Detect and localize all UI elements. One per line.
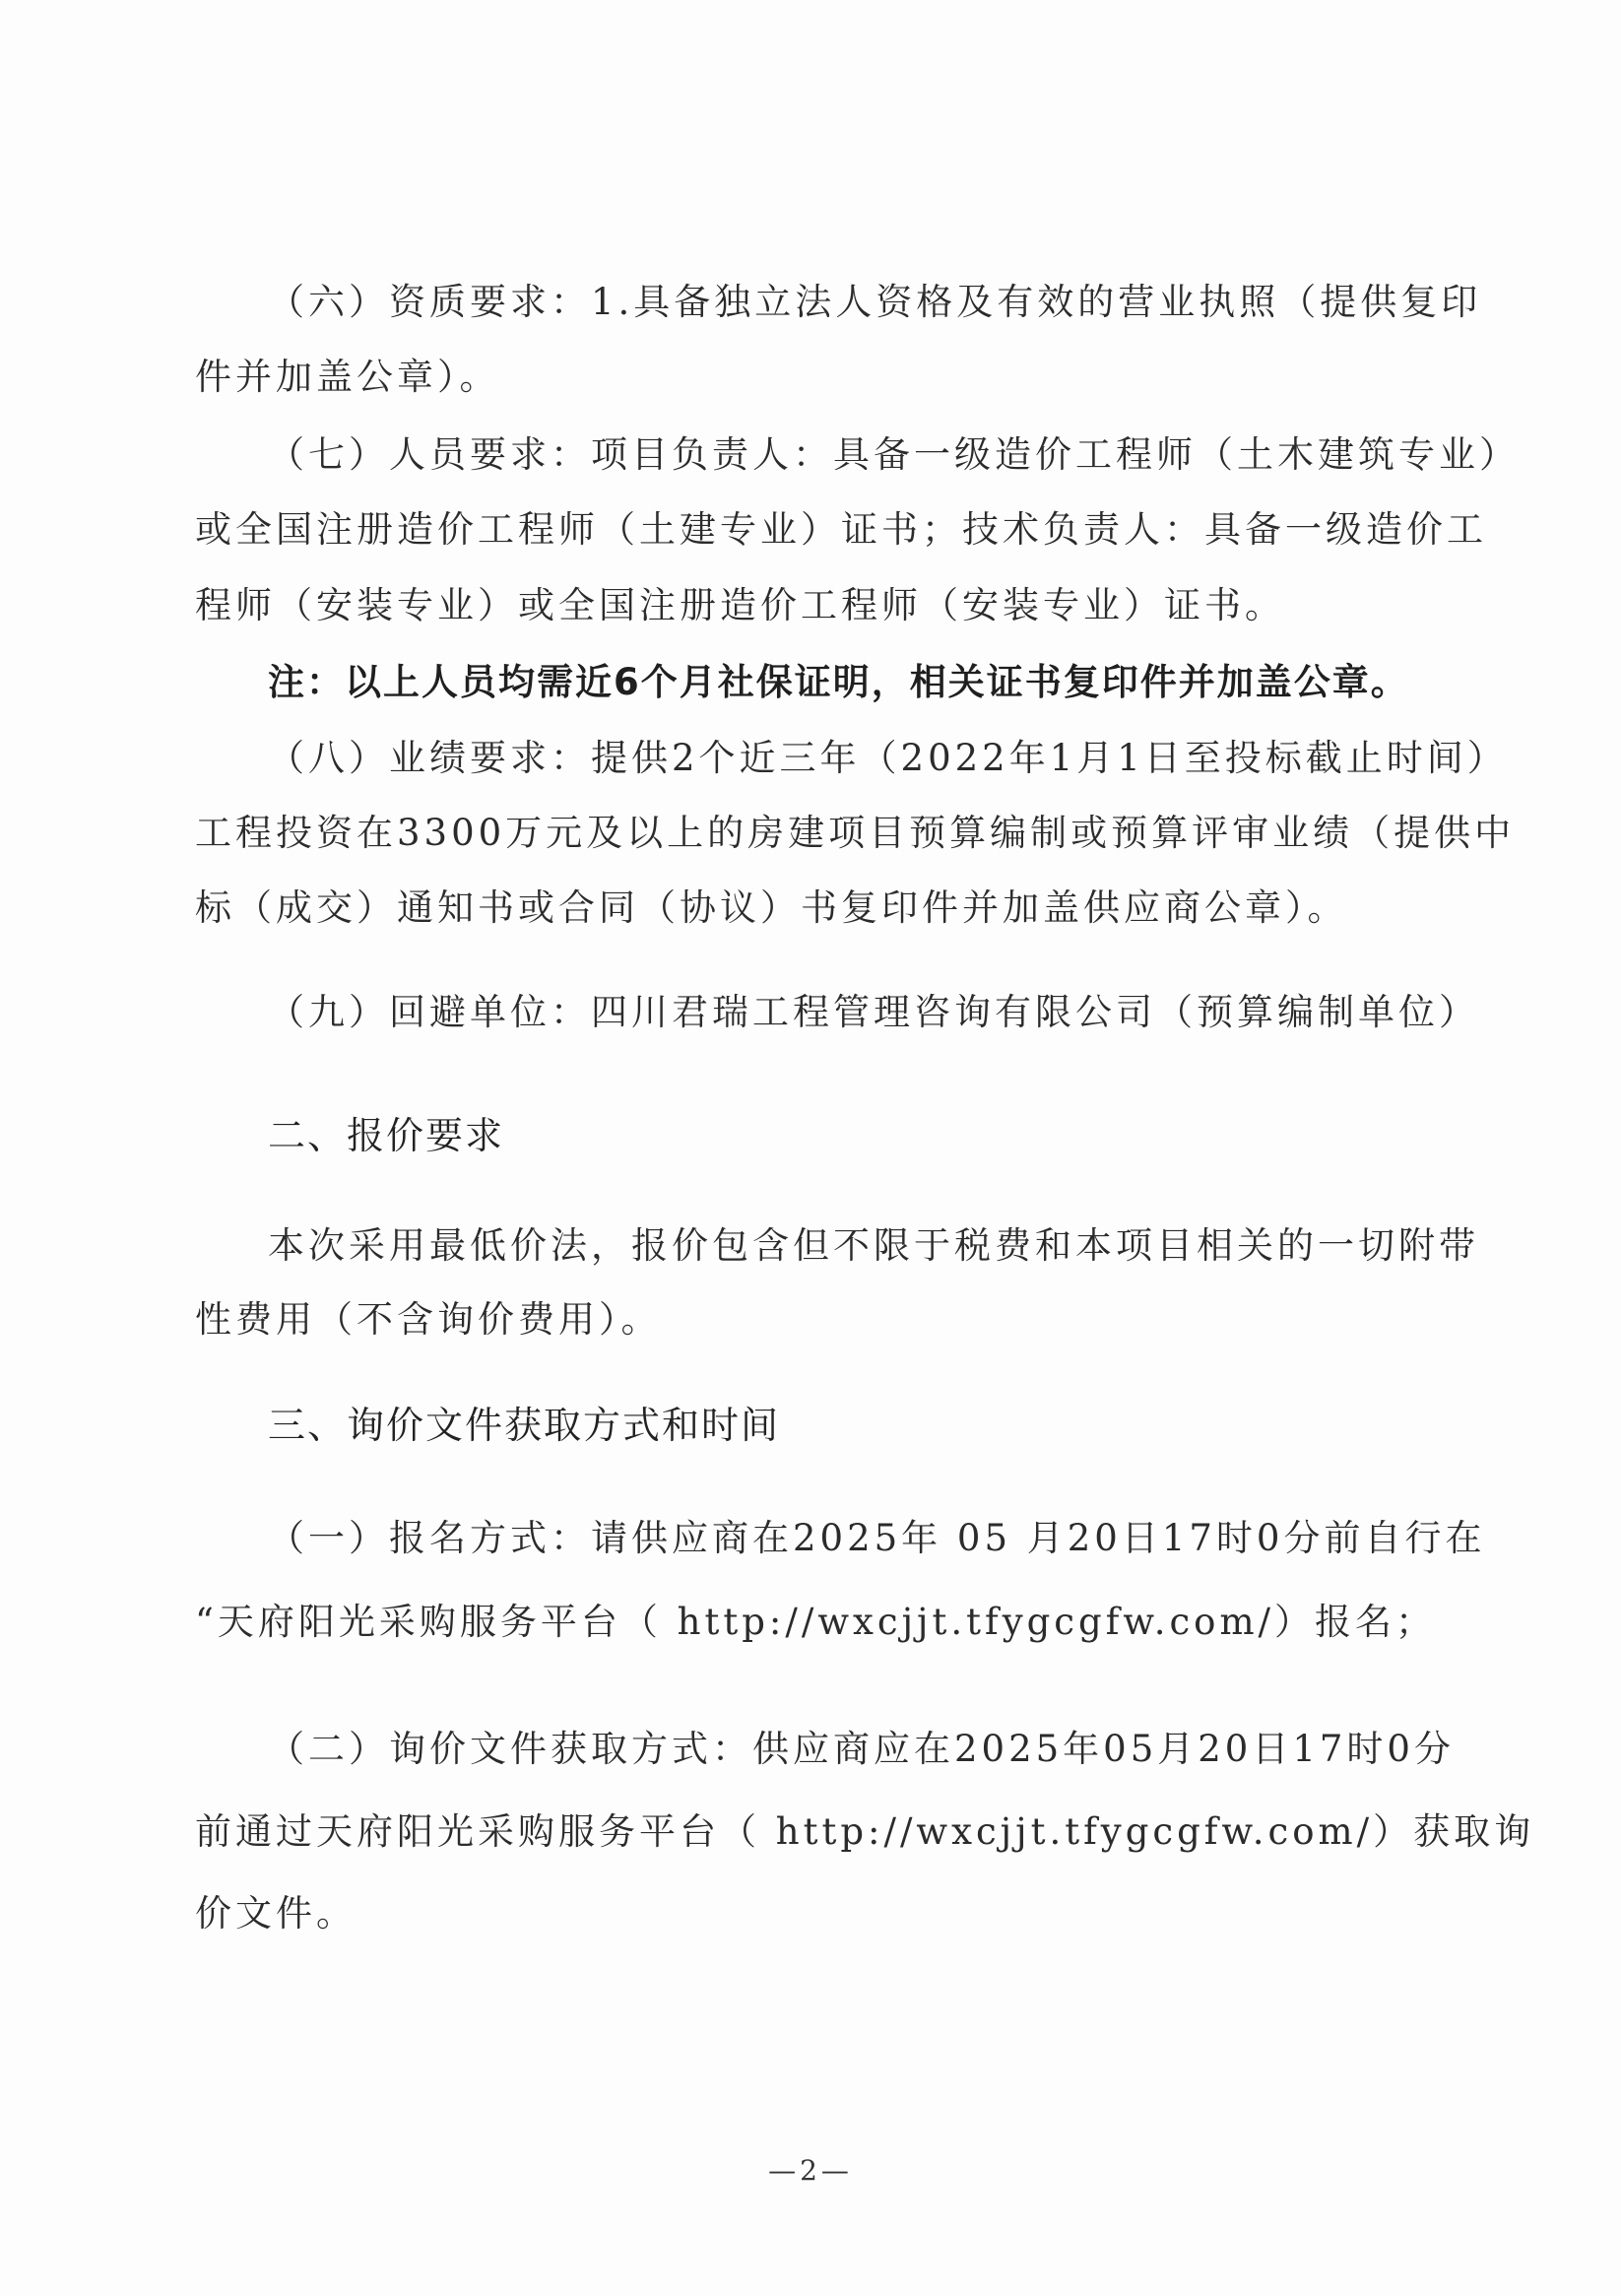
avoidance-unit: （九）回避单位：四川君瑞工程管理咨询有限公司（预算编制单位） <box>268 991 1479 1033</box>
quotation-line-1: 本次采用最低价法，报价包含但不限于税费和本项目相关的一切附带 <box>268 1224 1479 1267</box>
performance-requirement-line-1: （八）业绩要求：提供2个近三年（2022年1月1日至投标截止时间） <box>268 737 1508 779</box>
personnel-requirement-line-2: 或全国注册造价工程师（土建专业）证书；技术负责人：具备一级造价工 <box>195 508 1487 551</box>
section-heading-inquiry-documents: 三、询价文件获取方式和时间 <box>268 1404 781 1447</box>
page-number: —2— <box>768 2154 853 2187</box>
document-acquisition-line-1: （二）询价文件获取方式：供应商应在2025年05月20日17时0分 <box>268 1728 1455 1770</box>
performance-requirement-line-2: 工程投资在3300万元及以上的房建项目预算编制或预算评审业绩（提供中 <box>195 812 1516 854</box>
document-acquisition-line-2: 前通过天府阳光采购服务平台（ http://wxcjjt.tfygcgfw.com/）获取询 <box>195 1810 1535 1853</box>
performance-requirement-line-3: 标（成交）通知书或合同（协议）书复印件并加盖供应商公章）。 <box>195 886 1348 929</box>
document-acquisition-line-3: 价文件。 <box>195 1892 357 1935</box>
section-heading-quotation: 二、报价要求 <box>268 1114 505 1157</box>
registration-method-line-2: “天府阳光采购服务平台（ http://wxcjjt.tfygcgfw.com/）报名； <box>195 1601 1437 1643</box>
personnel-requirement-line-3: 程师（安装专业）或全国注册造价工程师（安装专业）证书。 <box>195 584 1285 626</box>
qualification-requirement-line-1: （六）资质要求：1.具备独立法人资格及有效的营业执照（提供复印 <box>268 281 1482 323</box>
quotation-line-2: 性费用（不含询价费用）。 <box>195 1298 662 1341</box>
qualification-requirement-line-2: 件并加盖公章）。 <box>195 356 500 398</box>
registration-method-line-1: （一）报名方式：请供应商在2025年 05 月20日17时0分前自行在 <box>268 1517 1486 1559</box>
personnel-requirement-line-1: （七）人员要求：项目负责人：具备一级造价工程师（土木建筑专业） <box>268 433 1520 476</box>
personnel-note: 注：以上人员均需近6个月社保证明，相关证书复印件并加盖公章。 <box>268 661 1409 703</box>
